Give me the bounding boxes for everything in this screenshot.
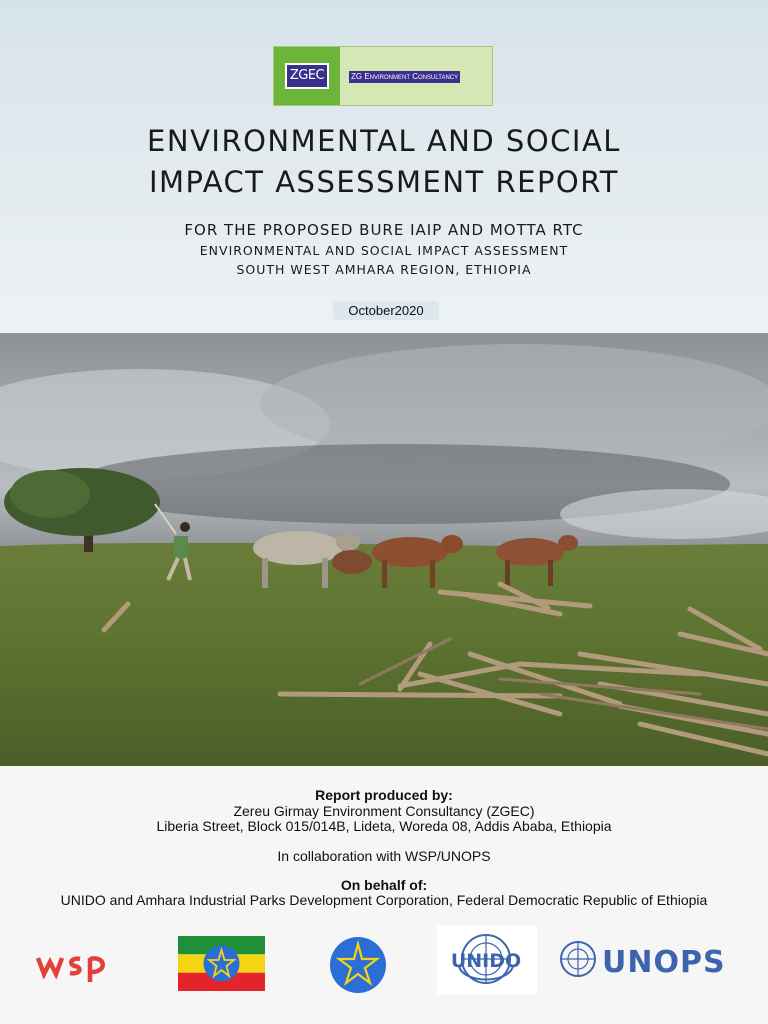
on-behalf-org: UNIDO and Amhara Industrial Parks Development Corporation, Federal Democratic Republic of Ethiopia [60, 892, 708, 908]
ethiopia-emblem [329, 936, 387, 994]
report-subtitle-line-2: ENVIRONMENTAL AND SOCIAL IMPACT ASSESSMENT [199, 243, 569, 258]
zgec-logo [273, 46, 493, 106]
cover-header [0, 0, 768, 334]
unops-logo-graphic [558, 940, 748, 980]
field-with-cattle-photo [0, 334, 768, 766]
unido-logo-text: UNIDO [450, 950, 522, 972]
producer-address: Liberia Street, Block 015/014B, Lideta, Woreda 08, Addis Ababa, Ethiopia [156, 818, 612, 834]
collaboration-text: In collaboration with WSP/UNOPS [277, 848, 491, 864]
unido-logo [437, 926, 537, 994]
zgec-logo-green-panel [274, 47, 340, 105]
zgec-logo-name: ZG Environment Consultancy [351, 72, 459, 81]
cover-photo [0, 334, 768, 766]
zgec-logo-badge: ZGEC [285, 63, 329, 89]
producer-name: Zereu Girmay Environment Consultancy (ZGEC) [233, 803, 535, 819]
report-title-line-2: IMPACT ASSESSMENT REPORT [148, 165, 620, 199]
ethiopia-flag [178, 936, 265, 991]
partner-logos [0, 924, 768, 1004]
report-title-line-1: ENVIRONMENTAL AND SOCIAL [147, 124, 621, 158]
report-date: October2020 [333, 301, 439, 320]
on-behalf-heading: On behalf of: [340, 877, 428, 893]
unops-logo-text: UNOPS [602, 945, 726, 980]
produced-by-heading: Report produced by: [315, 787, 453, 803]
ethiopia-flag-graphic [178, 936, 265, 991]
report-subtitle-line-3: SOUTH WEST AMHARA REGION, ETHIOPIA [236, 262, 532, 277]
ethiopia-emblem-graphic [329, 936, 387, 994]
unops-logo [558, 940, 748, 980]
wsp-logo [34, 944, 114, 984]
wsp-logo-graphic [34, 944, 114, 984]
unido-logo-graphic [437, 926, 537, 994]
report-subtitle-line-1: FOR THE PROPOSED BURE IAIP AND MOTTA RTC [184, 221, 584, 239]
cover-footer [0, 766, 768, 1024]
